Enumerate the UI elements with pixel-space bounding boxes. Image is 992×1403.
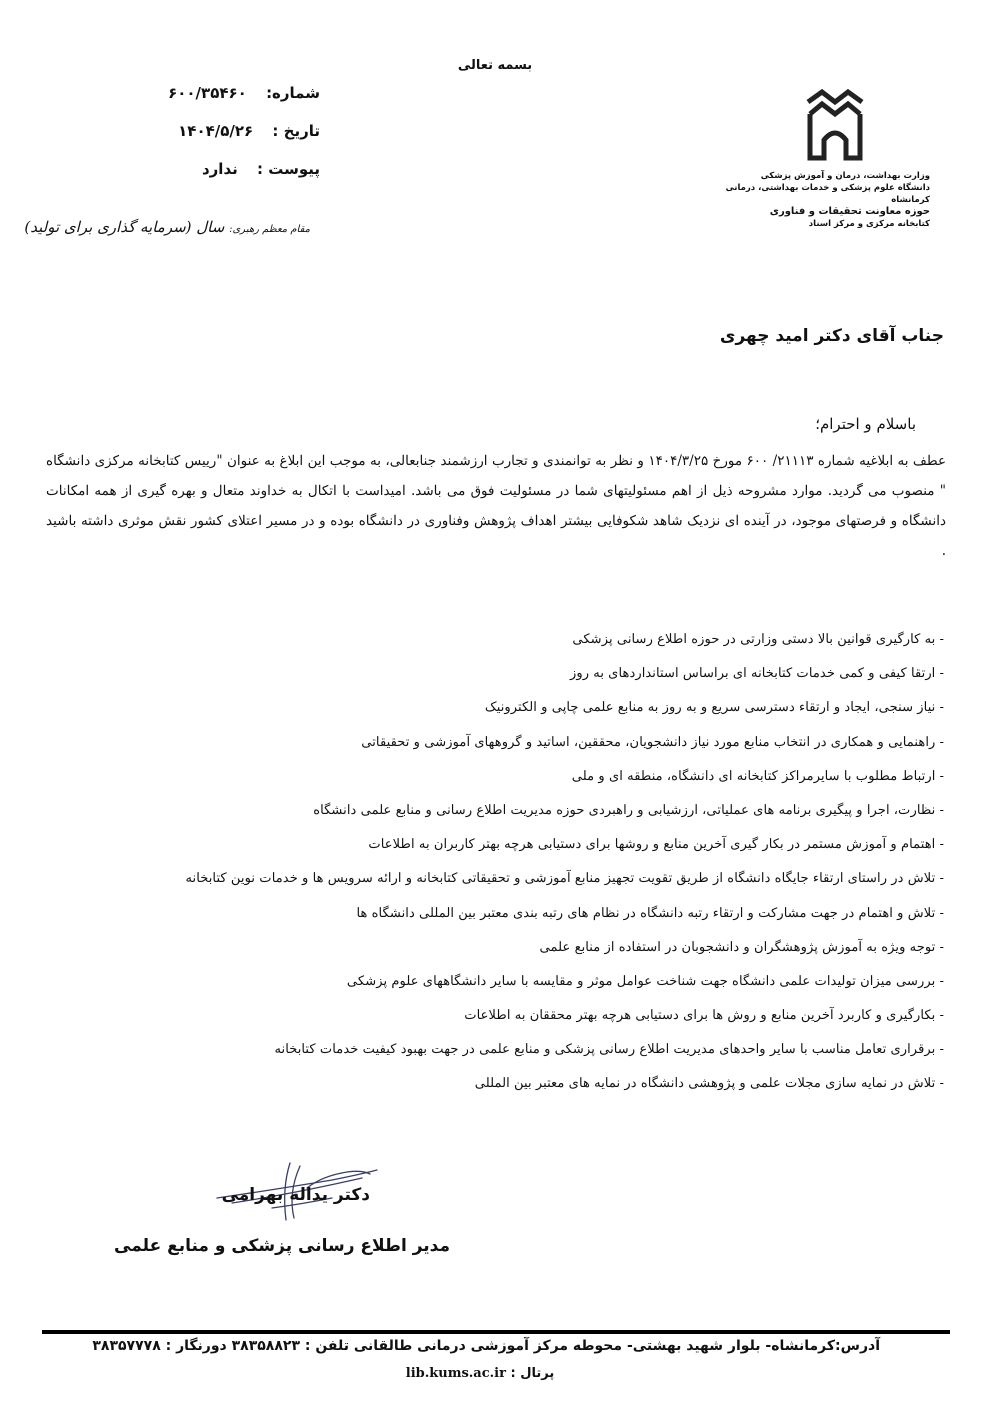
- date-value: ۱۴۰۴/۵/۲۶: [178, 122, 254, 140]
- motto-text: سال (سرمایه گذاری برای تولید): [24, 218, 225, 236]
- org-ministry: وزارت بهداشت، درمان و آموزش پزشکی: [760, 171, 930, 181]
- portal-link[interactable]: lib.kums.ac.ir: [405, 1366, 506, 1381]
- duty-item: - ارتباط مطلوب با سایرمراکز کتابخانه ای دانشگاه، منطقه ای و ملی: [571, 768, 944, 784]
- letter-number: [100, 84, 320, 102]
- org-university: دانشگاه علوم پزشکی و خدمات بهداشتی، درمانی کرمانشاه: [725, 183, 930, 205]
- date-label: تاریخ :: [272, 122, 320, 140]
- duty-item: - نظارت، اجرا و پیگیری برنامه های عملیاتی، ارزشیابی و راهبردی حوزه مدیریت اطلاع رسانی و منابع علمی دانشگاه: [313, 802, 944, 818]
- bismillah-heading: بسمه تعالی: [457, 58, 533, 73]
- duty-item: - توجه ویژه به آموزش پژوهشگران و دانشجوبان در استفاده از منابع علمی: [539, 939, 944, 955]
- duty-item: - اهتمام و آموزش مستمر در بکار گیری آخرین منابع و روشها برای دستیابی هرچه بهتر کاربران به اطلاعات: [368, 837, 944, 853]
- duties-list: [64, 627, 944, 1106]
- attachment-value: ندارد: [201, 160, 238, 178]
- attachment-label: پیوست :: [256, 160, 320, 178]
- university-logo-icon: [800, 86, 870, 162]
- signer-name: دکتر یداله بهرامی: [221, 1185, 370, 1205]
- recipient-line: جناب آقای دکتر امید چهری: [719, 326, 944, 346]
- footer-portal: [380, 1366, 580, 1381]
- footer-divider: [42, 1330, 950, 1334]
- number-label: شماره:: [266, 84, 320, 102]
- org-deputy: حوزه معاونت تحقیقات و فناوری: [769, 206, 930, 217]
- org-library: کتابخانه مرکزی و مرکز اسناد: [808, 219, 930, 229]
- letter-attachment: [100, 160, 320, 178]
- greeting: باسلام و احترام؛: [815, 415, 916, 433]
- duty-item: - بررسی میزان تولیدات علمی دانشگاه جهت شناخت عوامل موثر و مقایسه با سایر دانشگاههای علوم پزشکی: [346, 973, 944, 989]
- letter-body: عطف به ابلاغیه شماره ۲۱۱۱۳/ ۶۰۰ مورخ ۱۴۰۴/۳/۲۵ و نظر به توانمندی و تجارب ارزشمند جنابعالی، به موجب این ابلاغ به عنوان "رییس کتابخانه مرکزی دانشگاه " منصوب می گردید. موارد مشروحه ذیل از اهم مسئولیتهای شما در مسئولیت فوق می باشد. امیداست با اتکال به خداوند متعال و بهره گیری از همه امکانات دانشگاه و فرصتهای موجود، در آینده ای نزدیک شاهد شکوفایی بیشتر اهداف پژوهش وفناوری در دانشگاه بوده و در مسیر اعتلای کشور نقش موثری داشته باشید .: [46, 453, 946, 559]
- duty-item: - تلاش در راستای ارتقاء جایگاه دانشگاه از طریق تقویت تجهیز منابع آموزشی و تحقیقاتی کتابخانه و ارائه سرویس ها و خدمات نوین کتابخانه: [185, 871, 944, 887]
- number-value: ۶۰۰/۳۵۴۶۰: [168, 84, 247, 102]
- portal-label: پرتال :: [510, 1366, 555, 1381]
- duty-item: - تلاش و اهتمام در جهت مشارکت و ارتقاء رتبه دانشگاه در نظام های رتبه بندی معتبر بین المللی دانشگاه ها: [356, 905, 944, 921]
- letter-date: [100, 122, 320, 140]
- year-motto: [24, 218, 310, 236]
- duty-item: - تلاش در نمایه سازی مجلات علمی و پژوهشی دانشگاه در نمایه های معتبر بین المللی: [474, 1076, 944, 1092]
- duty-item: - نیاز سنجی، ایجاد و ارتقاء دسترسی سریع و به روز به منابع علمی چاپی و الکترونیک: [484, 700, 944, 716]
- organization-block: [700, 170, 930, 230]
- duty-item: - ارتقا کیفی و کمی خدمات کتابخانه ای براساس استانداردهای به روز: [569, 666, 944, 682]
- duty-item: - به کارگیری قوانین بالا دستی وزارتی در حوزه اطلاع رسانی پزشکی: [572, 632, 944, 647]
- duty-item: - راهنمایی و همکاری در انتخاب منابع مورد نیاز دانشجویان، محققین، اساتید و گروههای آموزشی و تحقیقاتی: [361, 734, 944, 750]
- duty-item: - برقراری تعامل مناسب با سایر واحدهای مدیریت اطلاع رسانی پزشکی و منابع علمی در جهت بهبود کیفیت خدمات کتابخانه: [274, 1042, 944, 1058]
- duty-item: - بکارگیری و کاربرد آخرین منابع و روش ها برای دستیابی هرچه بهتر محققان به اطلاعات: [464, 1008, 944, 1024]
- footer-address: آدرس:کرمانشاه- بلوار شهید بهشتی- محوطه مرکز آموزشی درمانی طالقانی تلفن : ۳۸۳۵۸۸۲۳ دورنگار : ۳۸۳۵۷۷۷۸: [92, 1338, 880, 1354]
- motto-lead: مقام معظم رهبری:: [229, 224, 310, 235]
- signer-title: مدیر اطلاع رسانی پزشکی و منابع علمی: [114, 1236, 450, 1256]
